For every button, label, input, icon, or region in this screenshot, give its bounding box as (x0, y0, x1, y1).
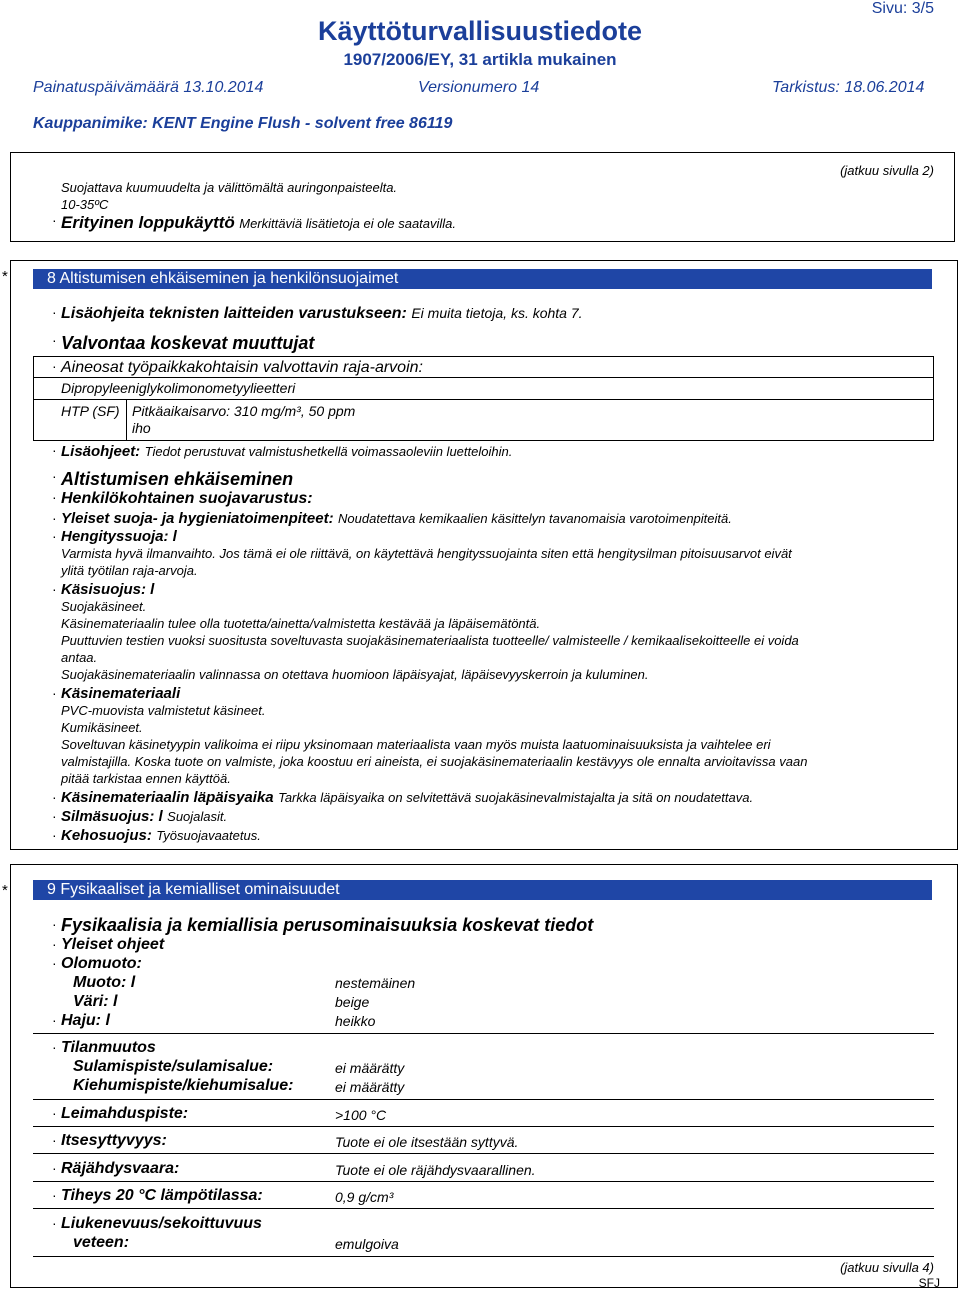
bullet: · (52, 808, 57, 824)
flash-point-label: Leimahduspiste: (61, 1105, 189, 1122)
general-info-label: Yleiset ohjeet (61, 936, 165, 953)
document-title: Käyttöturvallisuustiedote (317, 16, 643, 46)
bullet: · (52, 1132, 57, 1148)
bullet: · (52, 936, 57, 952)
eye-row (61, 808, 227, 826)
revision-date: Tarkistus: 18.06.2014 (772, 79, 925, 96)
bullet: · (52, 510, 57, 526)
end-use-label: Erityinen loppukäyttö (61, 213, 235, 232)
hand-text-3a: Puuttuvien testien vuoksi suositusta soveltuvasta suojakäsinemateriaalista tuotteelle/ valmisteelle / kemikaalisekoitteelle ei voida (61, 633, 799, 648)
state-change-label: Tilanmuutos (61, 1039, 156, 1056)
additional-text: Tiedot perustuvat valmistushetkellä voimassaoleviin luetteloihin. (144, 444, 513, 459)
solubility-label-1: Liukenevuus/sekoittuvuus (61, 1215, 262, 1232)
density-value: 0,9 g/cm³ (335, 1189, 394, 1205)
bullet: · (52, 358, 57, 374)
htp-label: HTP (SF) (61, 403, 120, 419)
respiratory-text-1: Varmista hyvä ilmanvaihto. Jos tämä ei ole riittävä, on käytettävä hengityssuojainta siten että hengitysilman pitoisuusarvot eivät (61, 546, 792, 561)
tech-text: Ei muita tietoja, ks. kohta 7. (411, 305, 583, 321)
eye-protection-label: Silmäsuojus: l (61, 808, 163, 825)
section9-asterisk: * (2, 882, 8, 899)
body-row (61, 827, 261, 845)
end-use-row (61, 213, 456, 233)
explosion-divider (33, 1181, 934, 1182)
ppe-heading: Henkilökohtainen suojavarustus: (61, 490, 313, 507)
bullet: · (52, 212, 57, 228)
bullet: · (52, 1215, 57, 1231)
control-parameters-heading: Valvontaa koskevat muuttujat (61, 333, 315, 353)
eye-protection-text: Suojalasit. (167, 809, 228, 824)
respiratory-text-2: ylitä työtilan raja-arvoja. (61, 563, 198, 578)
storage-text: Suojattava kuumuudelta ja välittömältä auringonpaisteelta. (61, 180, 398, 195)
material-text-3b: valmistajilla. Koska tuote on valmiste, joka koostuu eri aineista, ei suojakäsinemateriaalin kestävyys ole ennalta arvioitavissa vaan (61, 754, 808, 769)
bullet: · (52, 1160, 57, 1176)
material-text-3a: Soveltuvan käsinetyypin valikoima ei riipu yksinomaan materiaalista vaan myös muista laatuominaisuuksista ja vaihtelee eri (61, 737, 771, 752)
version-number: Versionumero 14 (418, 79, 540, 96)
additional-label: Lisäohjeet: (61, 443, 141, 460)
odour-divider (33, 1033, 934, 1034)
tech-label: Lisäohjeita teknisten laitteiden varustukseen: (61, 305, 407, 322)
trade-name: Kauppanimike: KENT Engine Flush - solvent free 86119 (33, 115, 453, 132)
glove-material-label: Käsinemateriaali (61, 685, 181, 702)
respiratory-label: Hengityssuoja: l (61, 528, 177, 545)
body-protection-label: Kehosuojus: (61, 827, 152, 844)
hand-text-4: Suojakäsinemateriaalin valinnassa on otettava huomioon läpäisyajat, läpäisevyyskerroin ja kuluminen. (61, 667, 649, 682)
boiling-label: Kiehumispiste/kiehumisalue: (73, 1077, 294, 1094)
hand-text-2: Käsinemateriaalin tulee olla tuotetta/ainetta/valmistetta kestävää ja läpäisemätöntä. (61, 616, 541, 631)
explosion-value: Tuote ei ole räjähdysvaarallinen. (335, 1162, 536, 1178)
density-divider (33, 1208, 934, 1209)
hand-protection-label: Käsisuojus: l (61, 581, 155, 598)
flash-divider (33, 1126, 934, 1127)
bullet: · (52, 1039, 57, 1055)
general-text: Noudatettava kemikaalien käsittelyn tavanomaisia varotoimenpiteitä. (338, 511, 732, 526)
melting-label: Sulamispiste/sulamisalue: (73, 1058, 274, 1075)
hand-text-1: Suojakäsineet. (61, 599, 147, 614)
section8-asterisk: * (2, 268, 8, 285)
bullet: · (52, 304, 57, 320)
tech-row (61, 305, 583, 323)
bullet: · (52, 916, 57, 932)
bullet: · (52, 442, 57, 458)
htp-divider (126, 399, 127, 441)
bullet: · (52, 468, 57, 484)
bullet: · (52, 955, 57, 971)
solubility-label-2: veteen: (73, 1234, 130, 1251)
material-text-1: PVC-muovista valmistetut käsineet. (61, 703, 266, 718)
section9-heading: 9 Fysikaaliset ja kemialliset ominaisuudet (33, 880, 932, 900)
exposure-controls-heading: Altistumisen ehkäiseminen (61, 469, 294, 489)
storage-temperature: 10-35ºC (61, 197, 109, 212)
penetration-row (61, 789, 753, 807)
melting-value: ei määrätty (335, 1060, 405, 1076)
bullet: · (52, 1105, 57, 1121)
solubility-value: emulgoiva (335, 1236, 399, 1252)
bullet: · (52, 332, 57, 348)
density-label: Tiheys 20 °C lämpötilassa: (61, 1187, 263, 1204)
bullet: · (52, 1187, 57, 1203)
explosion-label: Räjähdysvaara: (61, 1160, 180, 1177)
bullet: · (52, 789, 57, 805)
substance-name: Dipropyleeniglykolimonometyylieetteri (61, 380, 296, 396)
self-ignition-label: Itsesyttyvyys: (61, 1132, 167, 1149)
boiling-value: ei määrätty (335, 1079, 405, 1095)
selfign-divider (33, 1153, 934, 1154)
section8-heading: 8 Altistumisen ehkäiseminen ja henkilönsuojaimet (33, 269, 932, 289)
footer-code: SFJ (918, 1276, 940, 1290)
bullet: · (52, 1012, 57, 1028)
color-label: Väri: l (73, 993, 118, 1010)
bullet: · (52, 528, 57, 544)
general-label: Yleiset suoja- ja hygieniatoimenpiteet: (61, 510, 334, 527)
hand-text-3b: antaa. (61, 650, 98, 665)
ingredients-label: Aineosat työpaikkakohtaisin valvottavin raja-arvoin: (61, 359, 423, 376)
penetration-text: Tarkka läpäisyaika on selvitettävä suojakäsinevalmistajalta ja sitä on noudatettava. (278, 790, 754, 805)
htp-note: iho (132, 420, 151, 436)
basic-info-heading: Fysikaalisia ja kemiallisia perusominaisuuksia koskevat tiedot (61, 915, 594, 935)
print-date: Painatuspäivämäärä 13.10.2014 (33, 79, 264, 96)
color-value: beige (335, 994, 370, 1010)
solubility-divider (33, 1256, 934, 1257)
page-number: Sivu: 3/5 (871, 0, 934, 17)
htp-value: Pitkäaikaisarvo: 310 mg/m³, 50 ppm (132, 403, 356, 419)
form-value: nestemäinen (335, 975, 416, 991)
appearance-label: Olomuoto: (61, 955, 142, 972)
material-text-3c: pitää tarkistaa ennen käyttöä. (61, 771, 231, 786)
continued-from: (jatkuu sivulla 2) (840, 163, 934, 178)
bullet: · (52, 489, 57, 505)
form-label: Muoto: l (73, 974, 136, 991)
flash-point-value: >100 °C (335, 1107, 387, 1123)
bullet: · (52, 685, 57, 701)
material-text-2: Kumikäsineet. (61, 720, 143, 735)
continued-to: (jatkuu sivulla 4) (840, 1260, 934, 1275)
regulation-subtitle: 1907/2006/EY, 31 artikla mukainen (343, 50, 617, 69)
substance-divider (33, 399, 934, 400)
ingredients-divider (33, 377, 934, 378)
general-row (61, 510, 732, 528)
additional-row (61, 443, 512, 461)
penetration-label: Käsinemateriaalin läpäisyaika (61, 789, 274, 806)
odour-label: Haju: l (61, 1012, 110, 1029)
bullet: · (52, 581, 57, 597)
boiling-divider (33, 1099, 934, 1100)
odour-value: heikko (335, 1013, 376, 1029)
bullet: · (52, 827, 57, 843)
body-protection-text: Työsuojavaatetus. (156, 828, 261, 843)
self-ignition-value: Tuote ei ole itsestään syttyvä. (335, 1134, 519, 1150)
end-use-text: Merkittäviä lisätietoja ei ole saatavilla. (239, 216, 457, 231)
